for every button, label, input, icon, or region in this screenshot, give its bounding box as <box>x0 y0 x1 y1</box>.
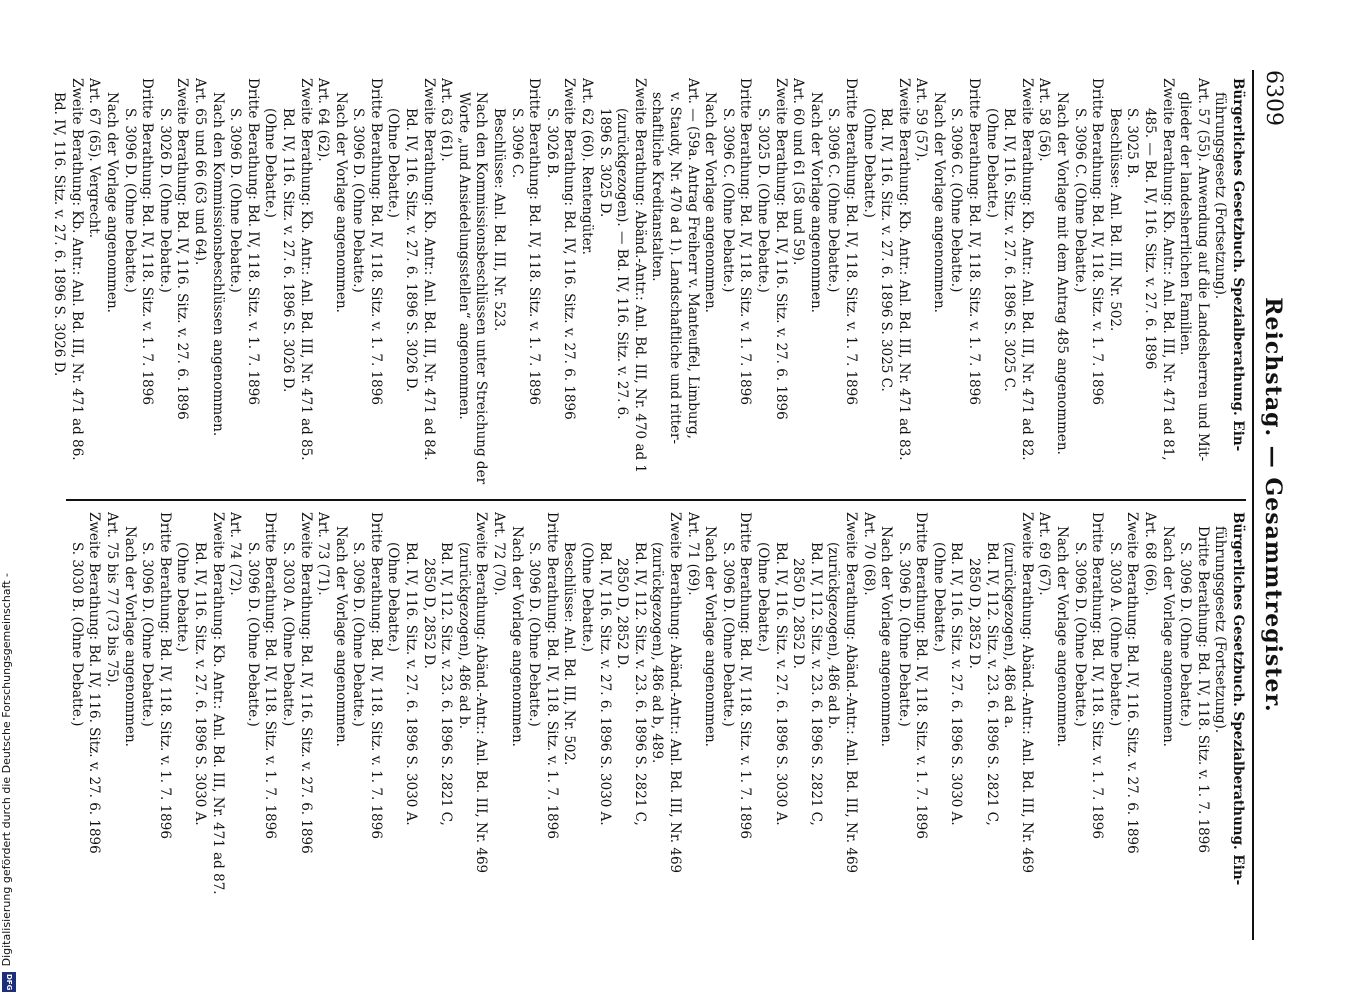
text-line: Nach der Vorlage angenommen. <box>121 526 138 747</box>
text-line: Beschlüsse: Anl. Bd. III, Nr. 502. <box>561 542 578 766</box>
text-line: Zweite Berathung: Kb. Antr.: Anl. Bd. III, Nr. 471 ad 81, <box>1159 78 1176 461</box>
text-line: Zweite Berathung: Abänd.-Antr.: Anl. Bd. III, Nr. 470 ad 1 <box>631 78 648 474</box>
text-line: (zurückgezogen), 486 ad b, 489. <box>649 542 666 764</box>
text-line: (Ohne Debatte.) <box>385 542 402 652</box>
text-line: Art. 75 bis 77 (73 bis 75). <box>104 512 120 687</box>
text-line: Art. 62 (60). Rentengüter. <box>579 78 596 255</box>
text-line: Dritte Berathung: Bd. IV, 118. Sitz. v. 1. 7. 1896 <box>842 78 859 405</box>
text-line: schaftliche Kreditanstalten. <box>649 92 666 282</box>
text-line: S. 3096 D. (Ohne Debatte.) <box>227 108 244 293</box>
text-line: S. 3096 D. (Ohne Debatte.) <box>244 542 261 727</box>
text-line: S. 3096 D. (Ohne Debatte.) <box>526 542 543 727</box>
text-line: Dritte Berathung: Bd. IV, 118. Sitz. v. 1. 7. 1896 <box>737 512 754 839</box>
text-line: Art. 71 (69). <box>684 512 701 596</box>
text-line: S. 3096 D. (Ohne Debatte.) <box>121 108 138 293</box>
text-line: Art. 73 (71). <box>315 512 332 596</box>
text-line: Dritte Berathung: Bd. IV, 118. Sitz. v. 1. 7. 1896 <box>737 78 754 405</box>
text-line: Art. 74 (72). <box>227 512 244 596</box>
text-line: Beschlüsse: Anl. Bd. III, Nr. 502. <box>1106 108 1123 332</box>
text-line: (zurückgezogen). — Bd. IV, 116. Sitz. v. 27. 6. <box>614 108 631 420</box>
text-line: Zweite Berathung: Abänd.-Antr.: Anl. Bd. III, Nr. 469 <box>473 512 490 874</box>
text-line: Zweite Berathung: Kb. Antr.: Anl. Bd. III, Nr. 471 ad 82. <box>1018 78 1035 461</box>
text-line: Nach der Vorlage angenommen. <box>807 92 824 313</box>
text-line: Dritte Berathung: Bd. IV, 118. Sitz. v. 1. 7. 1896 <box>526 78 543 405</box>
text-line: S. 3030 B. (Ohne Debatte.) <box>68 542 85 727</box>
text-line: 2850 D, 2852 D. <box>420 558 437 669</box>
text-line: S. 3030 A. (Ohne Debatte.) <box>1106 542 1123 727</box>
text-line: Dritte Berathung: Bd. IV, 118. Sitz. v. 1. 7. 1896 <box>139 78 156 405</box>
rotated-page <box>10 0 1300 1000</box>
text-line: Nach der Vorlage angenommen. <box>332 526 349 747</box>
text-line: Zweite Berathung: Kb. Antr.: Anl. Bd. III, Nr. 471 ad 85. <box>297 78 314 461</box>
dfg-logo: DFG <box>2 972 16 992</box>
text-line: Zweite Berathung: Kb. Antr.: Anl. Bd. III, Nr. 471 ad 87. <box>209 512 226 895</box>
text-line: Dritte Berathung: Bd. IV, 118. Sitz. v. 1. 7. 1896 <box>367 512 384 839</box>
text-line: 2850 D, 2852 D. <box>614 558 631 669</box>
text-line: (zurückgezogen), 486 ad a. <box>1001 542 1018 729</box>
text-line: führungsgesetz (Fortsetzung). <box>1212 526 1229 734</box>
text-line: S. 3096 D. (Ohne Debatte.) <box>139 542 156 727</box>
text-line: Art. 57 (55). Anwendung auf die Landesherren und Mit- <box>1194 78 1211 462</box>
text-line: Nach der Vorlage angenommen. <box>930 92 947 313</box>
text-line: Dritte Berathung: Bd. IV, 118. Sitz. v. 1. 7. 1896 <box>1089 78 1106 405</box>
text-line: Bd. IV, 112. Sitz. v. 23. 6. 1896 S. 2821 C, <box>807 542 824 826</box>
text-line: Bd. IV, 116. Sitz. v. 27. 6. 1896 S. 3025 C. <box>878 108 895 392</box>
text-line: Bd. IV, 116. Sitz. v. 27. 6. 1896 S. 3030 A. <box>403 542 420 826</box>
text-line: Art. 65 und 66 (63 und 64). <box>191 78 208 266</box>
text-line: S. 3096 D. (Ohne Debatte.) <box>1177 542 1194 727</box>
text-line: (Ohne Debatte.) <box>754 542 771 652</box>
text-line: Nach der Vorlage angenommen. <box>332 92 349 313</box>
text-line: Zweite Berathung: Kb. Antr.: Anl. Bd. III, Nr. 471 ad 86. <box>68 78 85 461</box>
text-line: Bürgerliches Gesetzbuch. Spezialberathung. Ein- <box>1230 78 1246 452</box>
text-line: Bd. IV, 116. Sitz. v. 27. 6. 1896 S. 3030 A. <box>948 542 965 826</box>
text-line: S. 3026 B. <box>543 108 560 179</box>
text-line: v. Staudy, Nr. 470 ad 1). Landschaftliche und ritter- <box>667 92 683 445</box>
text-line: S. 3096 D. (Ohne Debatte.) <box>350 542 367 727</box>
text-line: Dritte Berathung: Bd. IV, 118. Sitz. v. 1. 7. 1896 <box>244 78 261 405</box>
text-line: Zweite Berathung: Bd. IV, 116. Sitz. v. 27. 6. 1896 <box>297 512 314 854</box>
text-line: Bürgerliches Gesetzbuch. Spezialberathung. Ein- <box>1230 512 1246 886</box>
text-line: Art. 64 (62). <box>315 78 332 162</box>
text-line: (Ohne Debatte.) <box>860 108 877 218</box>
text-line: S. 3096 C. (Ohne Debatte.) <box>948 108 965 293</box>
text-line: (Ohne Debatte.) <box>262 108 279 218</box>
text-line: (Ohne Debatte.) <box>385 108 402 218</box>
text-line: S. 3025 D. (Ohne Debatte.) <box>754 108 771 293</box>
text-line: Nach der Vorlage angenommen. <box>702 526 719 747</box>
text-line: Nach der Vorlage angenommen. <box>1054 526 1071 747</box>
footer <box>0 0 24 1000</box>
text-line: Bd. IV, 116. Sitz. v. 27. 6. 1896 S. 3026 D. <box>51 92 68 377</box>
text-line: (Ohne Debatte.) <box>579 542 596 652</box>
text-line: Zweite Berathung: Bd. IV, 116. Sitz. v. 27. 6. 1896 <box>772 78 789 420</box>
text-line: Nach der Vorlage angenommen. <box>508 526 525 747</box>
text-line: Zweite Berathung: Abänd.-Antr.: Anl. Bd. III, Nr. 469 <box>842 512 859 874</box>
text-line: Art. 68 (66). <box>1142 512 1159 596</box>
text-line: glieder der landesherrlichen Familien. <box>1177 92 1194 356</box>
text-line: Bd. IV, 116. Sitz. v. 27. 6. 1896 S. 3030 A. <box>596 542 613 826</box>
text-line: S. 3025 B. <box>1124 108 1141 179</box>
text-line: Art. 63 (61). <box>438 78 455 162</box>
header-rule <box>1252 70 1254 940</box>
text-line: S. 3096 D. (Ohne Debatte.) <box>719 542 736 727</box>
text-line: (zurückgezogen), 486 ad b. <box>825 542 842 729</box>
text-line: Beschlüsse: Anl. Bd. III, Nr. 523. <box>491 108 508 332</box>
text-line: Art. 60 und 61 (58 und 59). <box>790 78 807 266</box>
column-right <box>66 512 1246 932</box>
text-line: Dritte Berathung: Bd. IV, 118. Sitz. v. 1. 7. 1896 <box>262 512 279 839</box>
column-divider <box>66 499 1246 501</box>
text-line: Art. 72 (70). <box>491 512 508 596</box>
running-title: Reichstag. — Gesammtregister. <box>1260 297 1286 713</box>
text-line: Worte „und Ansiedelungsstellen“ angenommen. <box>455 92 472 420</box>
text-line: Nach der Vorlage angenommen. <box>104 92 120 313</box>
text-line: Zweite Berathung: Kb. Antr.: Anl. Bd. III, Nr. 471 ad 84. <box>420 78 437 461</box>
text-line: Bd. IV, 112. Sitz. v. 23. 6. 1896 S. 2821 C, <box>983 542 1000 826</box>
text-line: Dritte Berathung: Bd. IV, 118. Sitz. v. 1. 7. 1896 <box>966 78 983 405</box>
text-line: Dritte Berathung: Bd. IV, 118. Sitz. v. 1. 7. 1896 <box>156 512 173 839</box>
page-number: 6309 <box>1261 70 1286 126</box>
text-line: Nach der Vorlage mit dem Antrag 485 angenommen. <box>1054 92 1071 455</box>
text-line: Dritte Berathung: Bd. IV, 118. Sitz. v. 1. 7. 1896 <box>1194 526 1211 853</box>
text-line: Bd. IV, 116. Sitz. v. 27. 6. 1896 S. 3026 D. <box>403 108 420 393</box>
text-line: Bd. IV, 116. Sitz. v. 27. 6. 1896 S. 3030 A. <box>191 542 208 826</box>
text-line: 2850 D, 2852 D. <box>966 558 983 669</box>
text-line: S. 3096 C. (Ohne Debatte.) <box>719 108 736 293</box>
text-line: Art. 67 (65). Vergrecht. <box>86 78 103 238</box>
text-line: Bd. IV, 116. Sitz. v. 27. 6. 1896 S. 3026 D. <box>279 108 296 393</box>
text-line: Dritte Berathung: Bd. IV, 118. Sitz. v. 1. 7. 1896 <box>1089 512 1106 839</box>
text-line: Dritte Berathung: Bd. IV, 118. Sitz. v. 1. 7. 1896 <box>543 512 560 839</box>
text-line: 1896 S. 3025 D. <box>596 108 613 218</box>
text-line: Art. — (59a. Antrag Freiherr v. Manteuffel, Limburg, <box>684 78 701 439</box>
text-line: Zweite Berathung: Bd. IV, 116. Sitz. v. 27. 6. 1896 <box>86 512 103 854</box>
text-line: S. 3096 C. (Ohne Debatte.) <box>825 108 842 293</box>
text-line: Nach den Kommissionsbeschlüssen angenommen. <box>209 92 226 437</box>
text-line: Zweite Berathung: Bd. IV, 116. Sitz. v. 27. 6. 1896 <box>1124 512 1141 854</box>
text-line: Art. 69 (67). <box>1036 512 1053 596</box>
text-line: Nach der Vorlage angenommen. <box>1159 526 1176 747</box>
text-line: (Ohne Debatte.) <box>930 542 947 652</box>
text-line: Bd. IV, 116. Sitz. v. 27. 6. 1896 S. 3030 A. <box>772 542 789 826</box>
text-line: Art. 58 (56). <box>1036 78 1053 162</box>
text-line: (Ohne Debatte.) <box>174 542 191 652</box>
text-line: Zweite Berathung: Kb. Antr.: Anl. Bd. III, Nr. 471 ad 83. <box>895 78 912 461</box>
text-line: Nach der Vorlage angenommen. <box>878 526 895 747</box>
text-line: 485. — Bd. IV, 116. Sitz. v. 27. 6. 1896 <box>1142 108 1159 370</box>
text-line: Bd. IV, 112. Sitz. v. 23. 6. 1896 S. 2821 C, <box>631 542 648 826</box>
text-line: 2850 D, 2852 D. <box>790 558 807 669</box>
text-line: Bd. IV, 112. Sitz. v. 23. 6. 1896 S. 2821 C, <box>438 542 455 826</box>
text-line: Zweite Berathung: Bd. IV, 116. Sitz. v. 27. 6. 1896 <box>561 78 578 420</box>
text-line: Bd. IV, 116. Sitz. v. 27. 6. 1896 S. 3025 C. <box>1001 108 1018 392</box>
text-line: S. 3096 D. (Ohne Debatte.) <box>895 542 912 727</box>
text-line: (Ohne Debatte.) <box>983 108 1000 218</box>
text-line: Dritte Berathung: Bd. IV, 118. Sitz. v. 1. 7. 1896 <box>367 78 384 405</box>
text-line: S. 3096 D. (Ohne Debatte.) <box>350 108 367 293</box>
text-line: S. 3026 D. (Ohne Debatte.) <box>156 108 173 293</box>
text-line: Nach der Vorlage angenommen. <box>702 92 719 313</box>
footer-credit: Digitalisierung gefördert durch die Deutsche Forschungsgemeinschaft - <box>0 572 13 966</box>
text-line: Zweite Berathung: Abänd.-Antr.: Anl. Bd. III, Nr. 469 <box>667 512 683 874</box>
text-line: Nach den Kommissionsbeschlüssen unter Streichung der <box>473 92 490 485</box>
text-line: Dritte Berathung: Bd. IV, 118. Sitz. v. 1. 7. 1896 <box>913 512 930 839</box>
column-left <box>51 78 1246 498</box>
text-line: S. 3030 A. (Ohne Debatte.) <box>279 542 296 727</box>
text-line: S. 3096 C. <box>508 108 525 179</box>
text-line: (zurückgezogen), 486 ad b. <box>455 542 472 729</box>
text-line: Art. 59 (57). <box>913 78 930 162</box>
text-line: Art. 70 (68). <box>860 512 877 596</box>
text-line: führungsgesetz (Fortsetzung). <box>1212 92 1229 300</box>
text-line: Zweite Berathung: Abänd.-Antr.: Anl. Bd. III, Nr. 469 <box>1018 512 1035 874</box>
text-line: S. 3096 C. (Ohne Debatte.) <box>1071 108 1088 293</box>
text-line: Zweite Berathung: Bd. IV, 116. Sitz. v. 27. 6. 1896 <box>174 78 191 420</box>
text-line: S. 3096 D. (Ohne Debatte.) <box>1071 542 1088 727</box>
